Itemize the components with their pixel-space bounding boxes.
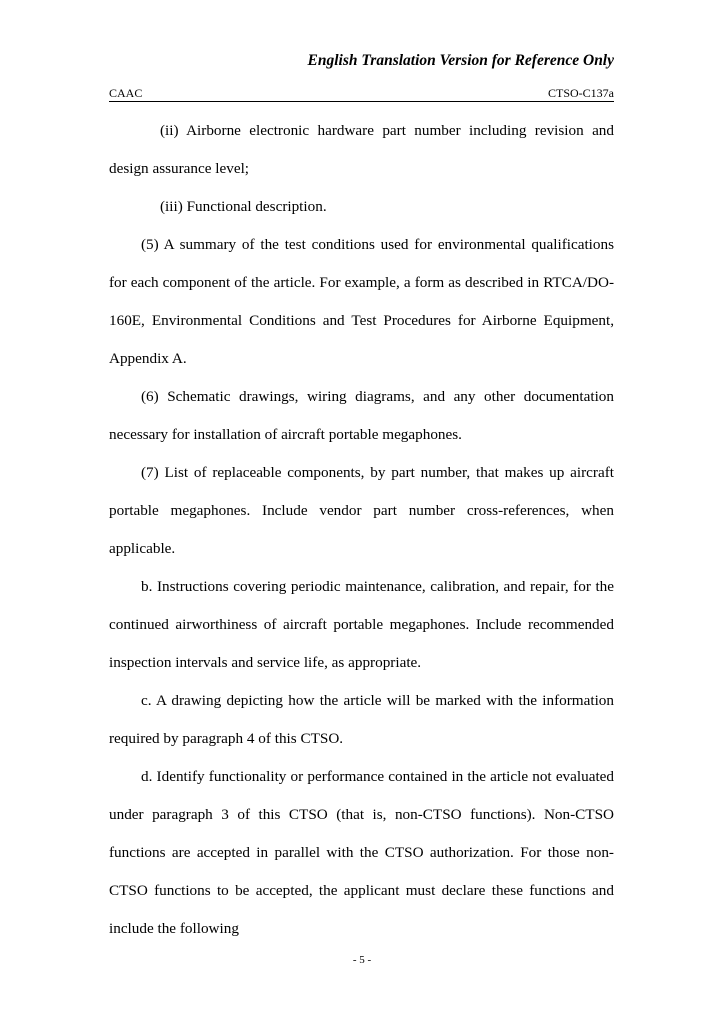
paragraph: d. Identify functionality or performance contained in the article not evaluated under paragraph 3 of this CTSO (that is, non-CTSO functions). Non-CTSO functions are accepted in parallel with the CTSO authorization. For those non-CTSO functions to be accepted, the applicant must declare these functions and include the following xyxy=(109,768,614,937)
page-number: - 5 - xyxy=(352,954,372,966)
paragraph: c. A drawing depicting how the article will be marked with the information required by paragraph 4 of this CTSO. xyxy=(109,692,614,747)
paragraph: (6) Schematic drawings, wiring diagrams, and any other documentation necessary for installation of aircraft portable megaphones. xyxy=(109,388,614,443)
paragraph: (5) A summary of the test conditions used for environmental qualifications for each component of the article. For example, a form as described in RTCA/DO-160E, Environmental Conditions and Test Procedures for Airborne Equipment, Appendix A. xyxy=(109,236,614,367)
paragraph: (7) List of replaceable components, by part number, that makes up aircraft portable megaphones. Include vendor part number cross-references, when applicable. xyxy=(109,464,614,557)
running-header xyxy=(109,86,614,102)
document-body xyxy=(109,112,614,948)
header-left: CAAC xyxy=(109,86,143,100)
paragraph: (iii) Functional description. xyxy=(160,198,327,215)
header-right: CTSO-C137a xyxy=(548,86,614,100)
paragraph: (ii) Airborne electronic hardware part number including revision and design assurance level; xyxy=(109,122,614,177)
translation-banner: English Translation Version for Reference Only xyxy=(307,52,614,69)
paragraph: b. Instructions covering periodic maintenance, calibration, and repair, for the continued airworthiness of aircraft portable megaphones. Include recommended inspection intervals and service life, as appropriate. xyxy=(109,578,614,671)
